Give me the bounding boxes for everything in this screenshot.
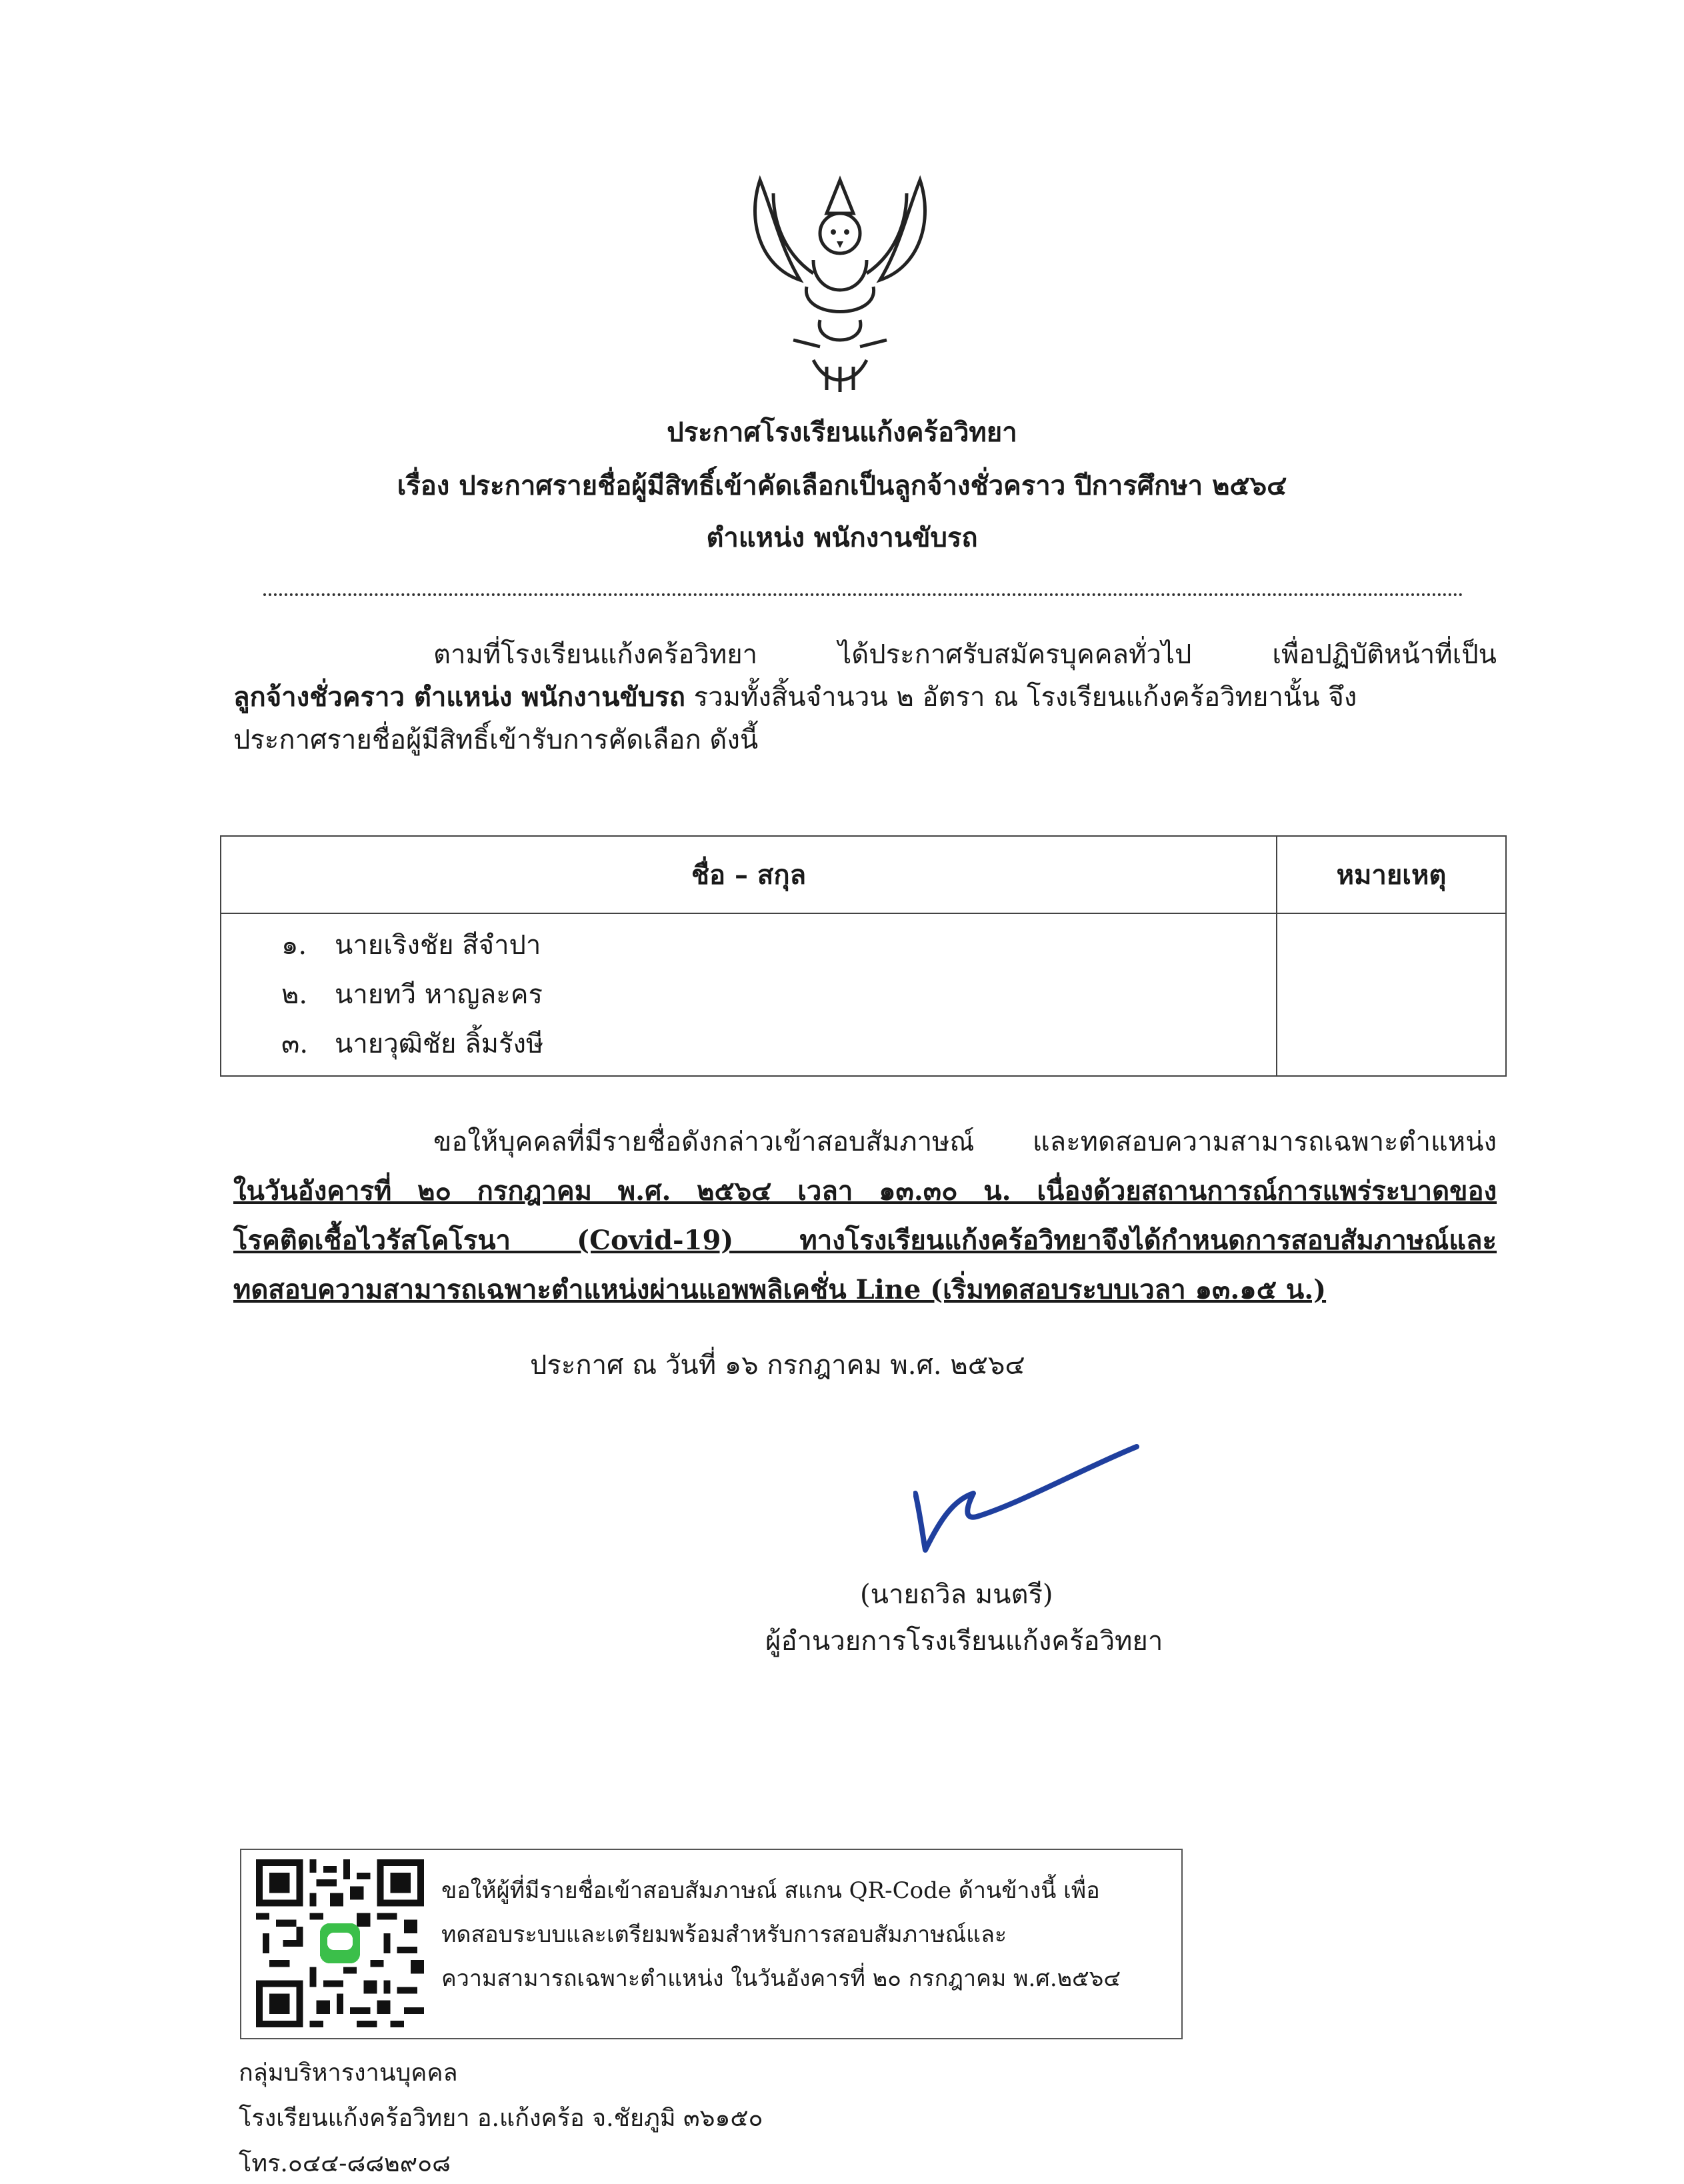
table-row: [281, 970, 1276, 1019]
names-cell: [221, 913, 1277, 1076]
table-row: [281, 921, 1276, 970]
position-title: ตำแหน่ง พนักงานขับรถ: [706, 522, 978, 553]
candidate-table: [220, 835, 1507, 1077]
candidate-name: นายวุฒิชัย ลิ้มรังษี: [335, 1029, 544, 1059]
row-number: ๑.: [281, 930, 307, 961]
intro-line-3: ประกาศรายชื่อผู้มีสิทธิ์เข้ารับการคัดเลือก ดังนี้: [233, 725, 759, 755]
divider: [263, 593, 1463, 596]
notice-paragraph: [233, 1117, 1497, 1315]
qr-notice-box: [240, 1849, 1183, 2039]
candidate-name: นายเริงชัย สีจำปา: [335, 930, 541, 961]
qr-instruction-line-3: ความสามารถเฉพาะตำแหน่ง ในวันอังคารที่ ๒๐ กรกฎาคม พ.ศ.๒๕๖๔: [441, 1965, 1121, 1992]
row-number: ๒.: [281, 979, 308, 1010]
footer-address: โรงเรียนแก้งคร้อวิทยา อ.แก้งคร้อ จ.ชัยภูมิ ๓๖๑๕๐: [239, 2105, 763, 2132]
notice-line-3: โรคติดเชื้อไวรัสโคโรนา (Covid-19) ทางโรงเรียนแก้งคร้อวิทยาจึงได้กำหนดการสอบสัมภาษณ์และ: [233, 1225, 1497, 1256]
announcement-subject: เรื่อง ประกาศรายชื่อผู้มีสิทธิ์เข้าคัดเลือกเป็นลูกจ้างชั่วคราว ปีการศึกษา ๒๕๖๔: [397, 470, 1287, 501]
table-row: [281, 1019, 1276, 1069]
note-cell: [1277, 913, 1506, 1076]
footer-phone: โทร.๐๔๔-๘๘๒๙๐๘: [239, 2150, 451, 2177]
notice-line-2: ในวันอังคารที่ ๒๐ กรกฎาคม พ.ศ. ๒๕๖๔ เวลา ๑๓.๓๐ น. เนื่องด้วยสถานการณ์การแพร่ระบาดของ: [233, 1175, 1497, 1207]
column-header-name: ชื่อ – สกุล: [221, 836, 1277, 913]
intro-position-bold: ลูกจ้างชั่วคราว ตำแหน่ง พนักงานขับรถ: [233, 681, 685, 713]
qr-instructions: [441, 1869, 1121, 2001]
announce-date: ประกาศ ณ วันที่ ๑๖ กรกฎาคม พ.ศ. ๒๕๖๔: [530, 1350, 1025, 1381]
signature: [913, 1440, 1140, 1560]
row-number: ๓.: [281, 1029, 309, 1059]
qr-instruction-line-1: ขอให้ผู้ที่มีรายชื่อเข้าสอบสัมภาษณ์ สแกน QR-Code ด้านข้างนี้ เพื่อ: [441, 1877, 1100, 1904]
signatory-name: (นายถวิล มนตรี): [860, 1579, 1053, 1610]
signatory-title: ผู้อำนวยการโรงเรียนแก้งคร้อวิทยา: [765, 1626, 1163, 1657]
footer-department: กลุ่มบริหารงานบุคคล: [239, 2059, 458, 2087]
table-body-row: [221, 913, 1506, 1076]
notice-line-4: ทดสอบความสามารถเฉพาะตำแหน่งผ่านแอพพลิเคชั่น Line (เริ่มทดสอบระบบเวลา ๑๓.๑๕ น.): [233, 1274, 1327, 1305]
intro-paragraph: [233, 633, 1497, 761]
column-header-note: หมายเหตุ: [1277, 836, 1506, 913]
candidate-name: นายทวี หาญละคร: [335, 979, 543, 1010]
table-header-row: [221, 836, 1506, 913]
qr-code-icon[interactable]: [256, 1859, 424, 2027]
intro-line-2: [233, 676, 1497, 719]
announcement-title: ประกาศโรงเรียนแก้งคร้อวิทยา: [667, 417, 1017, 448]
intro-line-2-rest: รวมทั้งสิ้นจำนวน ๒ อัตรา ณ โรงเรียนแก้งคร้อวิทยานั้น จึง: [685, 682, 1357, 713]
notice-line-1: ขอให้บุคคลที่มีรายชื่อดังกล่าวเข้าสอบสัมภาษณ์ และทดสอบความสามารถเฉพาะตำแหน่ง: [433, 1127, 1497, 1157]
intro-line-1: ตามที่โรงเรียนแก้งคร้อวิทยา ได้ประกาศรับสมัครบุคคลทั่วไป เพื่อปฏิบัติหน้าที่เป็น: [433, 639, 1497, 670]
garuda-emblem-icon: [733, 167, 947, 393]
qr-instruction-line-2: ทดสอบระบบและเตรียมพร้อมสำหรับการสอบสัมภาษณ์และ: [441, 1921, 1007, 1948]
